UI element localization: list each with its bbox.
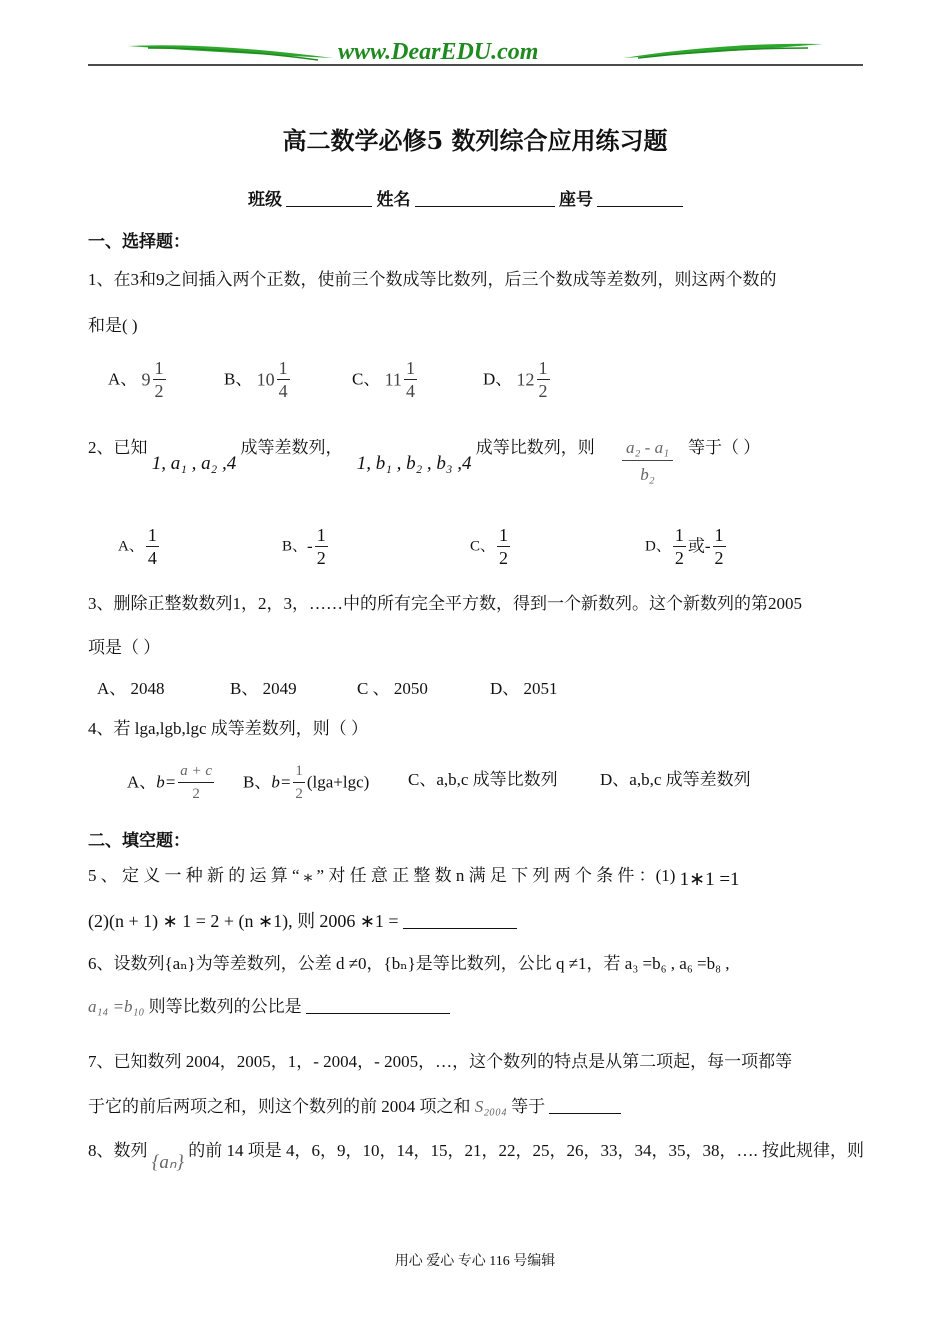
page-title: 高二数学必修5 数列综合应用练习题 (282, 126, 668, 155)
q2-line: 2、已知 1, a₁ , a₂ ,4 成等差数列， 1, b₁ , b₂ , b₃ ,4 成等比数列，则 (88, 438, 595, 474)
q3-line2: 项是（ ） (88, 638, 161, 657)
section-fill: 二、填空题： (88, 831, 190, 850)
q1-option-d[interactable]: D、 12 $\frac{1}{2}$ (483, 358, 548, 401)
q5-answer-blank[interactable] (403, 912, 517, 929)
q2-option-d[interactable]: D、 $\frac{1}{2}$ 或- $\frac{1}{2}$ (645, 525, 724, 568)
q1-line1: 1、在3和9之间插入两个正数，使前三个数成等比数列，后三个数成等差数列，则这两个数的 (88, 270, 777, 289)
q8-line: 8、数列 {aₙ} 的前 14 项是 4，6，9，10，14，15，21，22，25，26，33，34，35，38，…. 按此规律，则 (88, 1141, 865, 1173)
name-label: 姓名 (376, 190, 411, 209)
q2-suffix: 等于（ ） (688, 438, 761, 457)
q5-line1: 5 、 定 义 一 种 新 的 运 算 “ ⁎ ” 对 任 意 正 整 数 n 满 足 下 列 两 个 条 件 ：(1) 1∗1 =1 (88, 866, 740, 890)
q6-line1: 6、设数列{aₙ}为等差数列，公差 d ≠0，{bₙ}是等比数列，公比 q ≠1，若 a₃ =b₆ , a₆ =b₈ , (88, 954, 730, 973)
q3-option-a[interactable]: A、 2048 (97, 679, 165, 698)
section-choice: 一、选择题： (88, 232, 190, 251)
header-banner (88, 38, 863, 70)
seat-blank[interactable] (597, 190, 683, 207)
q7-line1: 7、已知数列 2004，2005，1，- 2004，- 2005，…，这个数列的特点是从第二项起，每一项都等 (88, 1052, 793, 1071)
q7-line2: 于它的前后两项之和，则这个数列的前 2004 项之和 S₂₀₀₄ 等于 (88, 1097, 621, 1117)
q6-answer-blank[interactable] (306, 997, 450, 1014)
q3-option-c[interactable]: C 、 2050 (357, 679, 428, 698)
class-blank[interactable] (286, 190, 372, 207)
site-logo: www.DearEDU.com (338, 39, 539, 65)
q4-stem: 4、若 lga,lgb,lgc 成等差数列，则（ ） (88, 719, 369, 738)
q5-line2: (2)(n + 1) ∗ 1 = 2 + (n ∗1), 则 2006 ∗1 = (88, 911, 517, 932)
q1-option-c[interactable]: C、 11 $\frac{1}{4}$ (352, 358, 415, 401)
q4-option-d[interactable]: D、a,b,c 成等差数列 (600, 770, 751, 789)
q4-option-b[interactable]: B、b= $\frac{1}{2}$ (lga+lgc) (243, 760, 369, 805)
q1-option-a[interactable]: A、 9 $\frac{1}{2}$ (108, 358, 164, 401)
name-blank[interactable] (415, 190, 555, 207)
q2-option-b[interactable]: B、- $\frac{1}{2}$ (282, 525, 326, 568)
q3-option-d[interactable]: D、 2051 (490, 679, 558, 698)
seat-label: 座号 (559, 190, 593, 209)
q7-answer-blank[interactable] (549, 1097, 621, 1114)
q6-line2: a₁₄ =b₁₀ 则等比数列的公比是 (88, 997, 450, 1017)
page-footer: 用心 爱心 专心 116 号编辑 (394, 1254, 556, 1269)
q2-option-a[interactable]: A、 $\frac{1}{4}$ (118, 525, 157, 568)
q1-option-b[interactable]: B、 10 $\frac{1}{4}$ (224, 358, 288, 401)
class-label: 班级 (248, 190, 282, 209)
q3-option-b[interactable]: B、 2049 (230, 679, 297, 698)
q2-option-c[interactable]: C、 $\frac{1}{2}$ (470, 525, 509, 568)
q1-line2: 和是( ) (88, 316, 138, 335)
info-line (248, 190, 683, 210)
q3-line1: 3、删除正整数数列1，2，3，……中的所有完全平方数，得到一个新数列。这个新数列的第2005 (88, 594, 802, 613)
q4-option-c[interactable]: C、a,b,c 成等比数列 (408, 770, 558, 789)
q2-fraction: a₂ - a₁ b₂ (622, 438, 673, 485)
q4-option-a[interactable]: A、b= $\frac{a + c}{2}$ (127, 760, 216, 805)
